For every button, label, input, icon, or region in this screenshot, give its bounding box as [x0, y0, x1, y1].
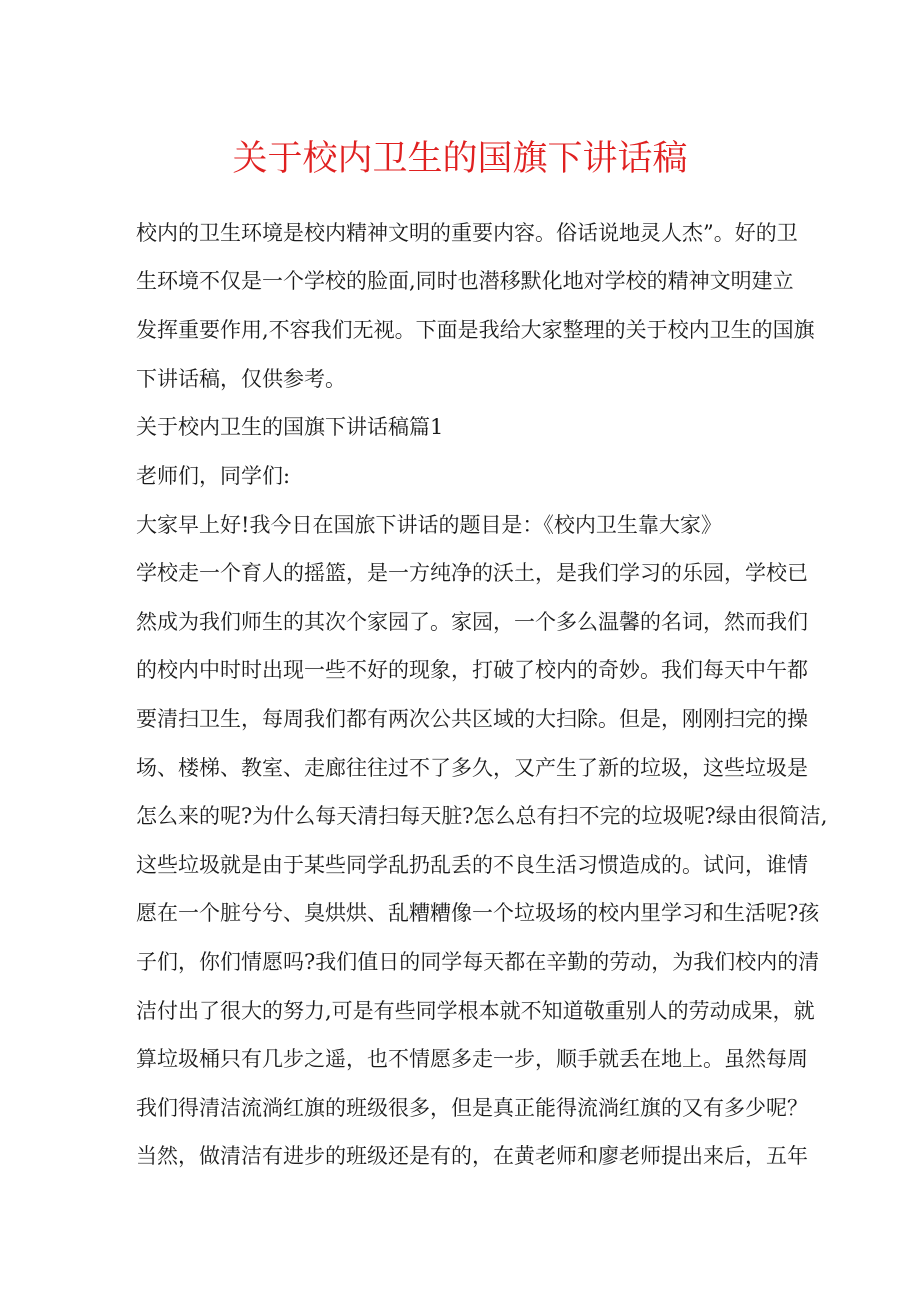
body-line: 当然，做清洁有进步的班级还是有的，在黄老师和廖老师提出来后，五年 — [136, 1144, 808, 1168]
body-line: 然成为我们师生的其次个家园了。家园，一个多么温馨的名词，然而我们 — [136, 610, 808, 634]
body-line: 算垃圾桶只有几步之遥，也不情愿多走一步，顺手就丢在地上。虽然每周 — [136, 1047, 808, 1071]
body-line: 场、楼梯、教室、走廊往往过不了多久，又产生了新的垃圾，这些垃圾是 — [136, 756, 808, 780]
intro-line: 生环境不仅是一个学校的脸面,同时也潜移默化地对学校的精神文明建立 — [136, 269, 794, 293]
body-line: 我们得清洁流淌红旗的班级很多，但是真正能得流淌红旗的又有多少呢？ — [136, 1096, 808, 1120]
section-heading: 关于校内卫生的国旗下讲话稿篇1 — [136, 415, 444, 439]
intro-line: 下讲话稿，仅供参考。 — [136, 367, 346, 391]
body-line: 怎么来的呢?为什么每天清扫每天脏?怎么总有扫不完的垃圾呢?绿由很简洁, — [136, 804, 828, 828]
document-title: 关于校内卫生的国旗下讲话稿 — [232, 139, 688, 179]
intro-line: 发挥重要作用,不容我们无视。下面是我给大家整理的关于校内卫生的国旗 — [136, 318, 815, 342]
body-line: 的校内中时时出现一些不好的现象，打破了校内的奇妙。我们每天中午都 — [136, 658, 808, 682]
greeting: 老师们，同学们: — [136, 464, 291, 488]
body-line: 要清扫卫生，每周我们都有两次公共区域的大扫除。但是，刚刚扫完的操 — [136, 707, 808, 731]
intro-line: 校内的卫生环境是校内精神文明的重要内容。俗话说地灵人杰”。好的卫 — [136, 221, 798, 245]
body-line: 洁付出了很大的努力,可是有些同学根本就不知道敬重别人的劳动成果，就 — [136, 999, 815, 1023]
body-line: 这些垃圾就是由于某些同学乱扔乱丢的不良生活习惯造成的。试问，谁情 — [136, 853, 808, 877]
body-line: 子们，你们情愿吗?我们值日的同学每天都在辛勤的劳动，为我们校内的清 — [136, 950, 820, 974]
body-line: 学校走一个育人的摇篮，是一方纯净的沃土，是我们学习的乐园，学校已 — [136, 561, 808, 585]
body-line: 愿在一个脏兮兮、臭烘烘、乱糟糟像一个垃圾场的校内里学习和生活呢?孩 — [136, 901, 820, 925]
opening-line: 大家早上好!我今日在国旅下讲话的题目是：《校内卫生靠大家》 — [136, 513, 722, 537]
